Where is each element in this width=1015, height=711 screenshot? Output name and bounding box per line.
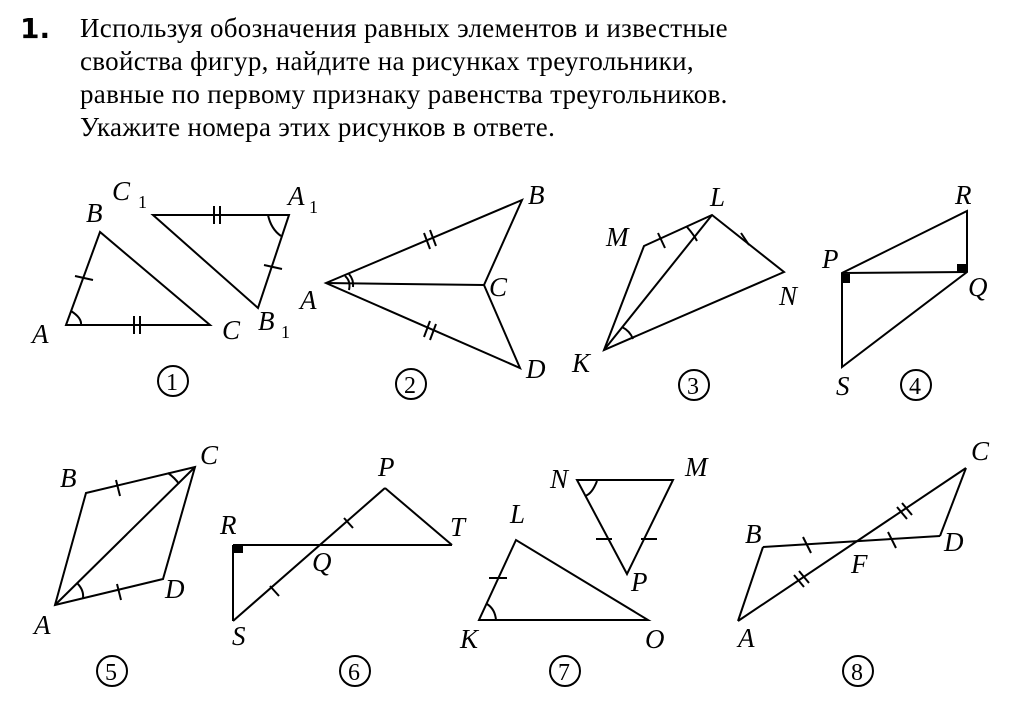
label-n: N (550, 464, 569, 494)
figure-number: 4 (909, 374, 921, 400)
right-angle-mark (957, 264, 966, 272)
label-c: C (200, 440, 219, 470)
segment-sp (233, 488, 385, 621)
angle-arc (71, 311, 81, 325)
label-q: Q (968, 272, 988, 302)
figure-8 (736, 436, 990, 686)
label-b: B (745, 519, 762, 549)
figure-number: 8 (851, 660, 863, 686)
quad-outline (842, 211, 967, 367)
tick-mark (117, 584, 121, 600)
label-b: B (60, 463, 77, 493)
label-p: P (631, 567, 648, 597)
task-number: 1. (20, 12, 51, 45)
label-p: P (822, 244, 839, 274)
task-line: Используя обозначения равных элементов и известные (80, 13, 728, 43)
label-s: S (232, 621, 246, 651)
label-l: L (510, 499, 526, 529)
label-m: M (606, 222, 629, 252)
label-o: O (645, 624, 665, 654)
label-a: A (34, 610, 51, 640)
angle-arc (168, 473, 179, 484)
label-l: L (710, 182, 726, 212)
label-f: F (851, 549, 868, 579)
label-k: K (460, 624, 479, 654)
tick-mark (116, 480, 120, 496)
figure-number: 5 (105, 660, 117, 686)
label-r: R (220, 510, 237, 540)
angle-arc (77, 583, 83, 598)
label-c1-sub: 1 (138, 192, 147, 212)
angle-arc (622, 327, 633, 339)
label-p: P (378, 452, 395, 482)
figure-5 (32, 440, 219, 686)
right-angle-mark (233, 545, 243, 553)
figure-number: 7 (558, 660, 570, 686)
label-b1-sub: 1 (281, 322, 290, 342)
segment-pt (385, 488, 452, 545)
label-a: A (300, 285, 317, 315)
angle-arc (268, 215, 281, 236)
label-k: K (572, 348, 591, 378)
task-line: свойства фигур, найдите на рисунках треугольники, (80, 46, 694, 76)
label-d: D (165, 574, 185, 604)
label-c: C (222, 315, 241, 345)
figure-3 (571, 182, 799, 400)
label-t: T (450, 512, 466, 542)
label-n: N (779, 281, 798, 311)
label-a1: A (288, 181, 305, 211)
label-b: B (86, 198, 103, 228)
segment-pq (842, 272, 967, 273)
figure-number: 2 (404, 373, 416, 399)
right-angle-mark (842, 274, 850, 283)
tick-mark (270, 586, 279, 596)
label-q: Q (312, 547, 332, 577)
segment-cd (940, 468, 966, 536)
figure-2 (298, 180, 546, 399)
label-b: B (528, 180, 545, 210)
double-tick-mark (424, 321, 436, 340)
task-line: равные по первому признаку равенства треугольников. (80, 79, 728, 109)
angle-arc (585, 481, 597, 496)
triangle-lko (479, 540, 648, 620)
figure-number: 6 (348, 660, 360, 686)
label-m: M (685, 452, 708, 482)
label-s: S (836, 371, 850, 401)
label-c1: C (112, 176, 131, 206)
figure-1 (30, 176, 318, 396)
label-a1-sub: 1 (309, 197, 318, 217)
label-b1: B (258, 306, 275, 336)
label-d: D (944, 527, 964, 557)
figure-4 (821, 180, 988, 401)
label-d: D (526, 354, 546, 384)
figure-6 (219, 452, 467, 686)
label-c: C (971, 436, 990, 466)
label-r: R (955, 180, 972, 210)
tick-mark (658, 233, 665, 248)
task-line: Укажите номера этих рисунков в ответе. (80, 112, 556, 142)
figure-number: 1 (166, 370, 178, 396)
figure-number: 3 (687, 374, 699, 400)
label-c: C (489, 272, 508, 302)
label-a: A (738, 623, 755, 653)
angle-arc (487, 604, 496, 620)
segment-ab (738, 547, 763, 621)
triangle-nmp (577, 480, 673, 574)
label-a: A (32, 319, 49, 349)
figure-7 (459, 452, 709, 686)
segment-ac (738, 468, 966, 621)
